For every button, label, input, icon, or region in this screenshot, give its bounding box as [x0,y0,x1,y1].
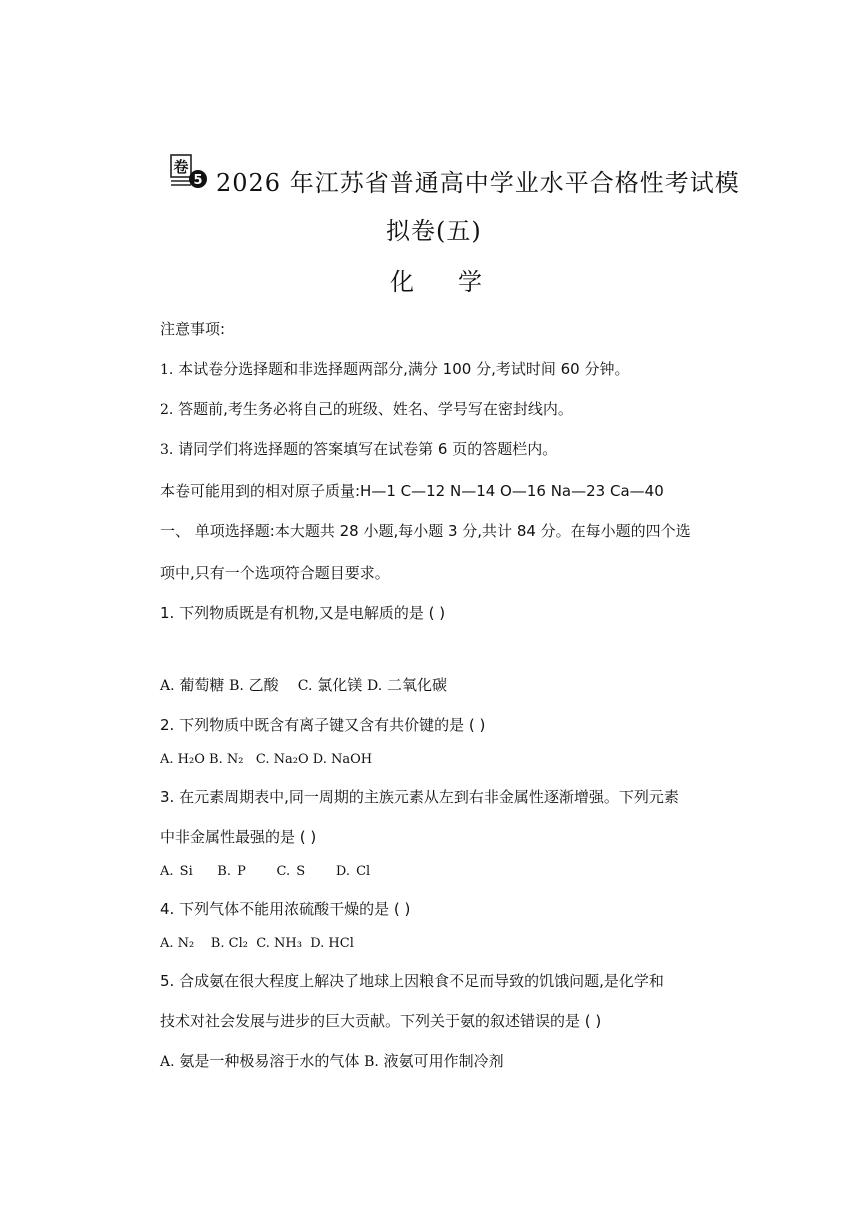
option-text: NaOH [331,752,373,767]
option-text: 液氨可用作制冷剂 [383,1052,504,1070]
atomic-mass-line: 本卷可能用到的相对原子质量:H—1 C—12 N—14 O—16 Na—23 Ca—40 [160,482,664,500]
question-2-options [160,752,372,767]
option-text: 氨是一种极易溶于水的气体 [179,1052,360,1070]
question-1-options [160,674,447,695]
question-1-stem: 1. 下列物质既是有机物,又是电解质的是 ( ) [160,604,446,622]
option-letter: C. [297,678,313,694]
option-text: H₂O [177,752,205,767]
option-letter: A. [160,678,175,694]
subject-title: 化学 [390,268,526,296]
option-letter: B. [210,936,225,951]
option-text: NH₃ [273,936,302,951]
option-text: Na₂O [273,752,309,767]
option-letter: B. [209,752,223,767]
section-heading-line1: 一、 单项选择题:本大题共 28 小题,每小题 3 分,共计 84 分。在每小题的四个选 [160,522,691,540]
badge-char: 卷 [173,158,189,176]
option-text: Cl₂ [228,936,248,951]
notes-heading: 注意事项: [160,320,226,338]
note-item-1: 1. 本试卷分选择题和非选择题两部分,满分 100 分,考试时间 60 分钟。 [160,360,630,378]
option-letter: A. [160,752,174,767]
exam-title-line2: 拟卷(五) [386,217,482,245]
question-5-stem-line1: 5. 合成氨在很大程度上解决了地球上因粮食不足而导致的饥饿问题,是化学和 [160,972,664,990]
option-text: Si [179,864,193,879]
option-letter: C. [255,752,270,767]
question-3-stem-line2: 中非金属性最强的是 ( ) [160,828,317,846]
option-letter: D. [312,752,327,767]
option-letter: B. [217,864,231,879]
option-text: N₂ [177,936,195,951]
option-text: 乙酸 [248,676,279,694]
question-5-stem-line2: 技术对社会发展与进步的巨大贡献。下列关于氨的叙述错误的是 ( ) [160,1012,602,1030]
option-letter: A. [160,864,174,879]
exam-title-line1: 2026 年江苏省普通高中学业水平合格性考试模 [216,169,740,197]
option-letter: A. [160,1054,175,1070]
question-5-options [160,1050,504,1071]
question-3-stem-line1: 3. 在元素周期表中,同一周期的主族元素从左到右非金属性逐渐增强。下列元素 [160,788,679,806]
option-letter: A. [160,936,174,951]
note-item-2: 2. 答题前,考生务必将自己的班级、姓名、学号写在密封线内。 [160,400,573,418]
question-4-options [160,936,354,951]
exam-volume-badge [170,152,210,190]
option-letter: B. [364,1054,379,1070]
question-3-options [160,864,370,879]
section-heading-line2: 项中,只有一个选项符合题目要求。 [160,564,390,582]
option-text: P [237,864,246,879]
option-text: S [296,864,306,879]
question-4-stem: 4. 下列气体不能用浓硫酸干燥的是 ( ) [160,900,411,918]
question-2-stem: 2. 下列物质中既含有离子键又含有共价键的是 ( ) [160,716,486,734]
option-text: Cl [356,864,371,879]
option-letter: C. [256,936,270,951]
option-text: 二氧化碳 [386,676,447,694]
badge-number: 5 [193,173,203,188]
option-letter: C. [276,864,291,879]
option-text: HCl [328,936,354,951]
option-letter: D. [335,864,350,879]
option-letter: D. [310,936,325,951]
option-letter: D. [367,678,383,694]
option-text: N₂ [226,752,244,767]
option-letter: B. [229,678,244,694]
note-item-3: 3. 请同学们将选择题的答案填写在试卷第 6 页的答题栏内。 [160,440,558,458]
option-text: 氯化镁 [317,676,363,694]
volume-badge-icon [170,152,210,190]
option-text: 葡萄糖 [179,676,225,694]
